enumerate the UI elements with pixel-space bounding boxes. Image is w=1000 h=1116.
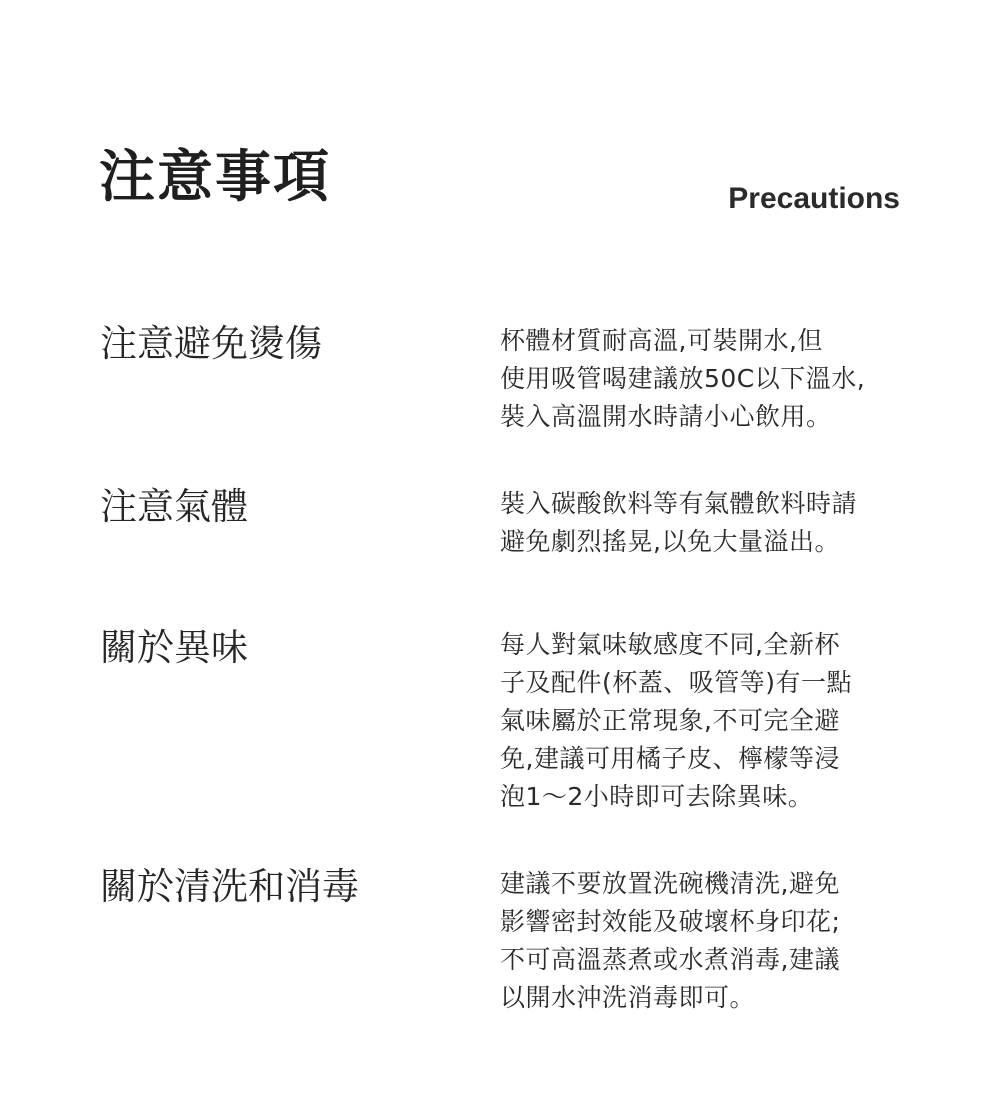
section-body xyxy=(500,322,910,436)
section-body xyxy=(500,865,910,1017)
body-line: 避免劇烈搖晃,以免大量溢出。 xyxy=(500,527,840,556)
section-heading: 關於清洗和消毒 xyxy=(100,865,359,908)
body-line: 建議不要放置洗碗機清洗,避免 xyxy=(500,869,840,898)
body-line: 杯體材質耐高溫,可裝開水,但 xyxy=(500,326,823,355)
body-line: 裝入高溫開水時請小心飲用。 xyxy=(500,402,832,431)
body-line: 免,建議可用橘子皮、檸檬等浸 xyxy=(500,744,840,773)
body-line: 裝入碳酸飲料等有氣體飲料時請 xyxy=(500,489,858,518)
section-body xyxy=(500,626,910,816)
body-line: 影響密封效能及破壞杯身印花; xyxy=(500,907,841,936)
section-heading: 注意避免燙傷 xyxy=(100,322,322,365)
body-line: 子及配件(杯蓋、吸管等)有一點 xyxy=(500,668,853,697)
section-heading: 關於異味 xyxy=(100,626,248,669)
page-subtitle: Precautions xyxy=(728,182,900,215)
body-line: 每人對氣味敏感度不同,全新杯 xyxy=(500,630,840,659)
body-line: 使用吸管喝建議放50C以下溫水, xyxy=(500,364,866,393)
body-line: 以開水沖洗消毒即可。 xyxy=(500,983,756,1012)
body-line: 氣味屬於正常現象,不可完全避 xyxy=(500,706,840,735)
body-line: 泡1～2小時即可去除異味。 xyxy=(500,782,814,811)
section-heading: 注意氣體 xyxy=(100,485,248,528)
body-line: 不可高溫蒸煮或水煮消毒,建議 xyxy=(500,945,840,974)
page-title: 注意事項 xyxy=(99,145,331,210)
section-body xyxy=(500,485,910,561)
